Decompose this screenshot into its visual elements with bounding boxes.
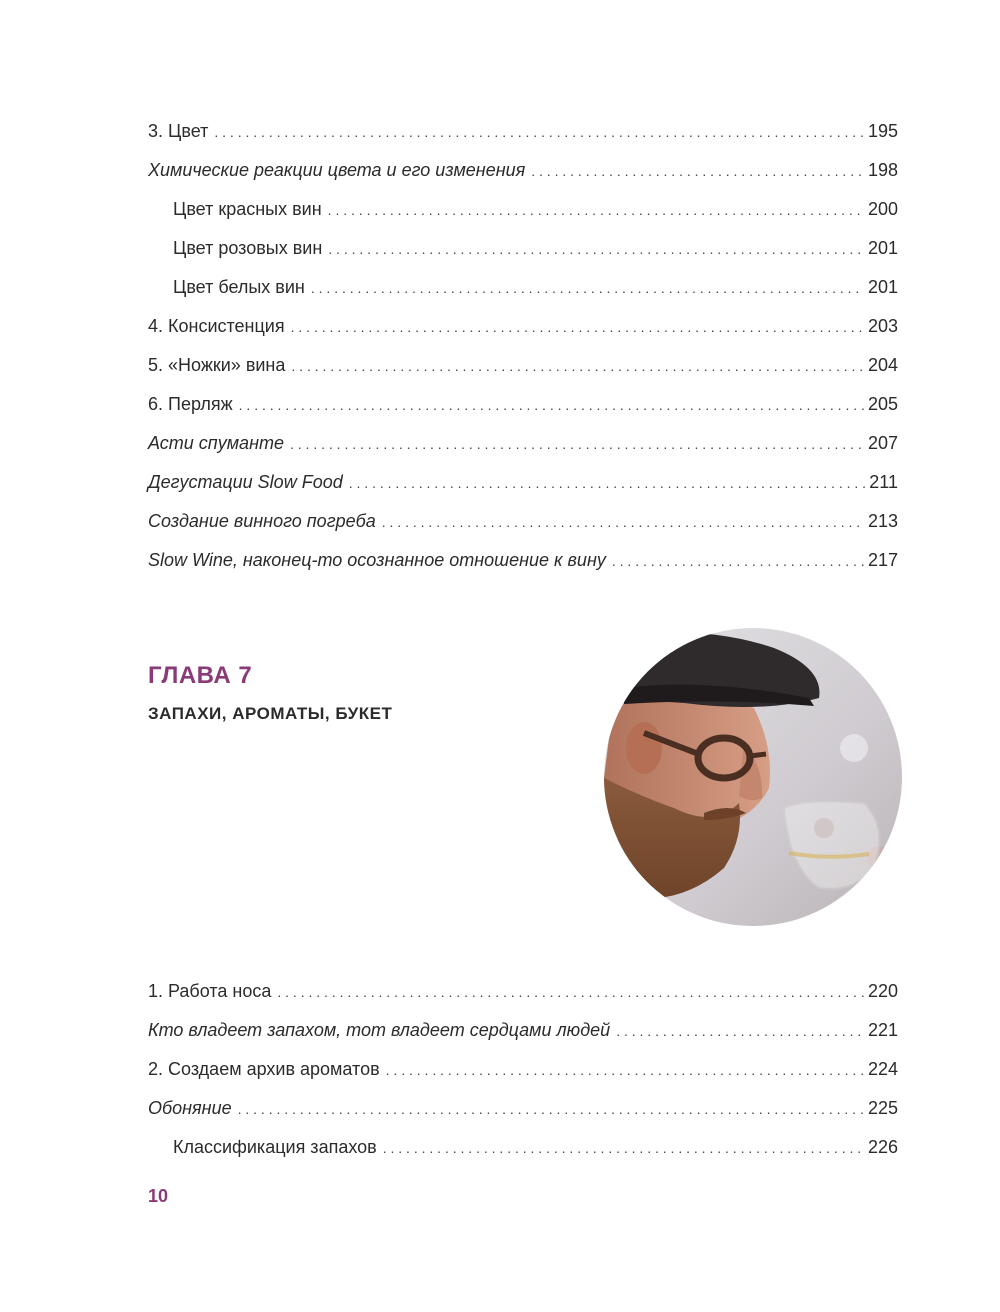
toc-entry-title: Классификация запахов	[173, 1137, 377, 1157]
toc-entry-page: 207	[867, 433, 898, 453]
toc-entry-page: 201	[867, 277, 898, 297]
toc-entry	[148, 463, 898, 502]
toc-entry-page: 224	[867, 1059, 898, 1079]
chapter-label: ГЛАВА 7	[148, 662, 253, 689]
toc-dot-leader	[291, 347, 864, 386]
toc-entry	[148, 268, 898, 307]
toc-dot-leader	[311, 269, 864, 308]
toc-dot-leader	[328, 191, 864, 230]
portrait-illustration	[604, 628, 902, 926]
toc-entry	[148, 541, 898, 580]
toc-section-bottom	[148, 972, 898, 1167]
chapter-title: ЗАПАХИ, АРОМАТЫ, БУКЕТ	[148, 704, 393, 723]
toc-entry	[148, 307, 898, 346]
toc-entry-title: Цвет розовых вин	[173, 238, 323, 258]
portrait-photo	[604, 628, 902, 926]
toc-dot-leader	[349, 464, 866, 503]
toc-dot-leader	[383, 1129, 864, 1168]
toc-dot-leader	[616, 1012, 864, 1051]
toc-entry-page: 213	[867, 511, 898, 531]
toc-dot-leader	[612, 542, 864, 581]
toc-entry-title: Химические реакции цвета и его изменения	[148, 160, 526, 180]
toc-dot-leader	[531, 152, 864, 191]
toc-entry-title: Цвет белых вин	[173, 277, 305, 297]
toc-entry-title: Обоняние	[148, 1098, 232, 1118]
page-number: 10	[148, 1186, 169, 1206]
toc-entry-page: 217	[867, 550, 898, 570]
toc-entry	[148, 346, 898, 385]
toc-entry	[148, 151, 898, 190]
toc-entry-page: 198	[867, 160, 898, 180]
toc-entry	[148, 1011, 898, 1050]
toc-entry-page: 200	[867, 199, 898, 219]
toc-entry-title: 3. Цвет	[148, 121, 209, 141]
toc-dot-leader	[291, 308, 864, 347]
toc-entry-title: Дегустации Slow Food	[148, 472, 343, 492]
toc-entry-title: 4. Консистенция	[148, 316, 285, 336]
toc-entry	[148, 190, 898, 229]
toc-entry-page: 195	[867, 121, 898, 141]
toc-entry-title: 1. Работа носа	[148, 981, 272, 1001]
toc-entry-page: 226	[867, 1137, 898, 1157]
toc-entry-page: 221	[867, 1020, 898, 1040]
toc-entry	[148, 1089, 898, 1128]
toc-dot-leader	[290, 425, 864, 464]
toc-entry	[148, 229, 898, 268]
toc-entry	[148, 1050, 898, 1089]
toc-entry-page: 211	[869, 472, 898, 492]
toc-dot-leader	[277, 973, 864, 1012]
toc-entry-page: 205	[867, 394, 898, 414]
toc-dot-leader	[239, 386, 864, 425]
toc-dot-leader	[386, 1051, 864, 1090]
toc-entry-title: 2. Создаем архив ароматов	[148, 1059, 380, 1079]
toc-entry-page: 204	[867, 355, 898, 375]
toc-entry	[148, 502, 898, 541]
toc-entry	[148, 424, 898, 463]
toc-entry-title: 5. «Ножки» вина	[148, 355, 286, 375]
toc-entry	[148, 972, 898, 1011]
toc-entry-page: 201	[867, 238, 898, 258]
chapter-heading	[148, 660, 392, 724]
toc-entry-page: 220	[867, 981, 898, 1001]
toc-entry-title: Slow Wine, наконец-то осознанное отношение к вину	[148, 550, 606, 570]
toc-entry-page: 225	[867, 1098, 898, 1118]
toc-entry	[148, 112, 898, 151]
toc-dot-leader	[214, 113, 864, 152]
toc-entry-page: 203	[867, 316, 898, 336]
toc-dot-leader	[238, 1090, 864, 1129]
toc-entry	[148, 385, 898, 424]
toc-entry-title: 6. Перляж	[148, 394, 233, 414]
toc-dot-leader	[382, 503, 864, 542]
toc-entry-title: Асти спуманте	[148, 433, 284, 453]
toc-entry	[148, 1128, 898, 1167]
toc-entry-title: Цвет красных вин	[173, 199, 322, 219]
toc-dot-leader	[328, 230, 864, 269]
toc-entry-title: Кто владеет запахом, тот владеет сердцами людей	[148, 1020, 611, 1040]
toc-section-top	[148, 112, 898, 580]
toc-entry-title: Создание винного погреба	[148, 511, 376, 531]
